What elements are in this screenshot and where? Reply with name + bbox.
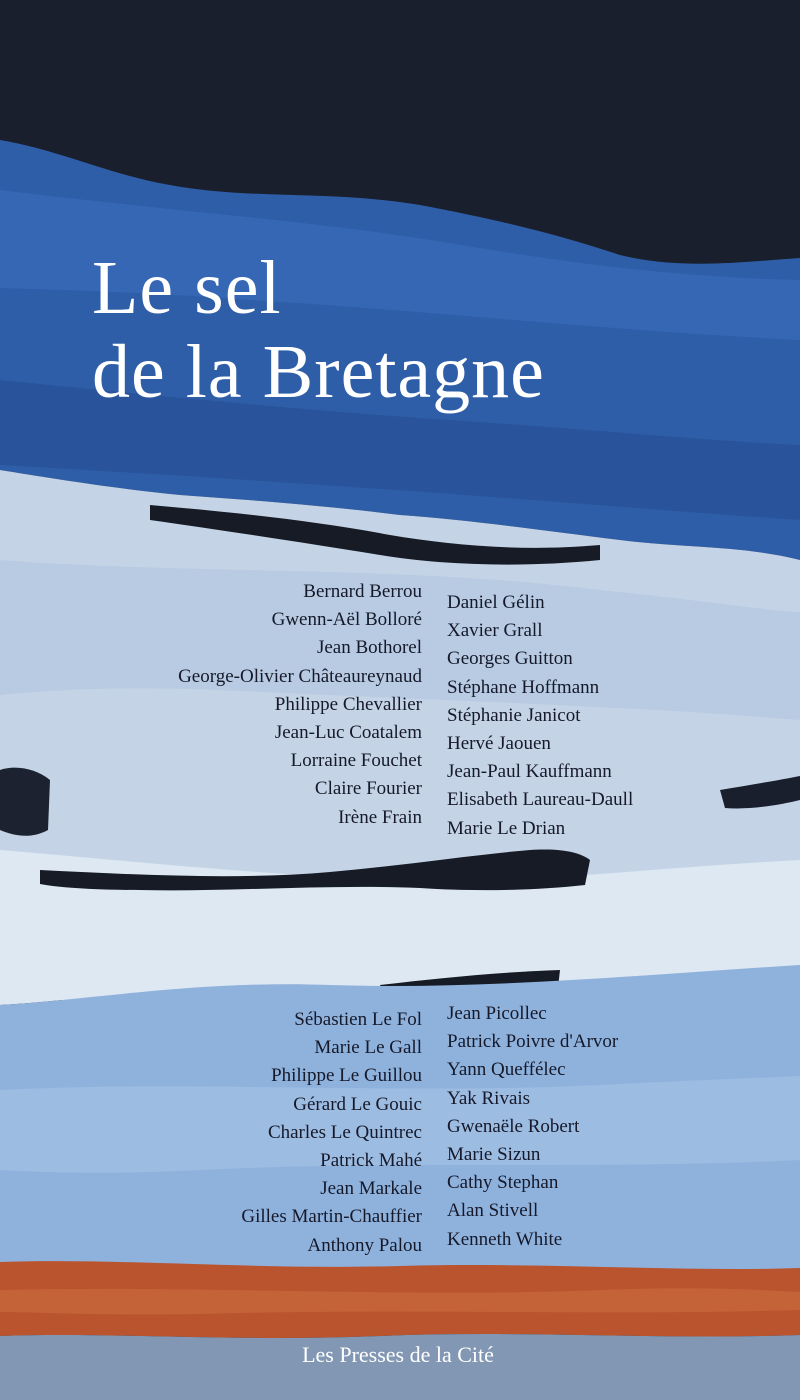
title-line-2: de la Bretagne (92, 330, 545, 414)
author-name: Irène Frain (338, 806, 422, 828)
author-name: Lorraine Fouchet (290, 750, 422, 772)
author-name: Alan Stivell (447, 1200, 539, 1222)
author-name: Georges Guitton (447, 648, 573, 670)
author-name: Claire Fourier (314, 778, 422, 800)
author-name: Jean-Luc Coatalem (274, 722, 422, 744)
author-name: Yak Rivais (447, 1087, 531, 1109)
author-name: Charles Le Quintrec (267, 1121, 422, 1143)
author-name: Patrick Poivre d'Arvor (447, 1031, 619, 1053)
publisher-name: Les Presses de la Cité (302, 1342, 494, 1367)
author-name: Cathy Stephan (447, 1172, 559, 1194)
author-name: Jean-Paul Kauffmann (447, 761, 612, 783)
author-name: Elisabeth Laureau-Daull (447, 789, 634, 811)
author-name: Daniel Gélin (447, 592, 545, 613)
dark-stroke-2 (0, 768, 50, 836)
author-name: Stéphane Hoffmann (447, 676, 600, 698)
author-name: Gilles Martin-Chauffier (241, 1206, 422, 1228)
book-title (92, 246, 545, 414)
author-name: Stéphanie Janicot (447, 704, 581, 726)
author-name: Xavier Grall (447, 620, 543, 642)
author-name: Marie Sizun (447, 1144, 541, 1166)
author-name: George-Olivier Châteaureynaud (178, 665, 422, 687)
author-name: Jean Bothorel (316, 637, 422, 659)
author-name: Patrick Mahé (320, 1150, 422, 1172)
author-name: Marie Le Gall (314, 1037, 422, 1059)
author-list-top-left (178, 578, 422, 832)
author-name: Hervé Jaouen (447, 733, 551, 755)
author-name: Kenneth White (447, 1228, 563, 1250)
author-list-bottom-left (241, 1006, 422, 1260)
author-name: Gérard Le Gouic (293, 1093, 422, 1115)
author-name: Jean Picollec (447, 1003, 547, 1024)
author-name: Yann Queffélec (447, 1059, 566, 1081)
author-name: Anthony Palou (307, 1234, 422, 1256)
author-name: Jean Markale (320, 1178, 422, 1200)
author-list-top-right (447, 589, 633, 843)
title-line-1: Le sel (92, 246, 282, 330)
author-name: Sébastien Le Fol (294, 1009, 422, 1030)
author-name: Marie Le Drian (447, 817, 566, 839)
author-name: Gwenaële Robert (447, 1115, 580, 1137)
author-name: Gwenn-Aël Bolloré (271, 609, 422, 631)
author-name: Philippe Le Guillou (271, 1065, 422, 1087)
author-name: Bernard Berrou (303, 581, 422, 602)
author-list-bottom-right (447, 1000, 618, 1254)
author-name: Philippe Chevallier (274, 693, 422, 715)
